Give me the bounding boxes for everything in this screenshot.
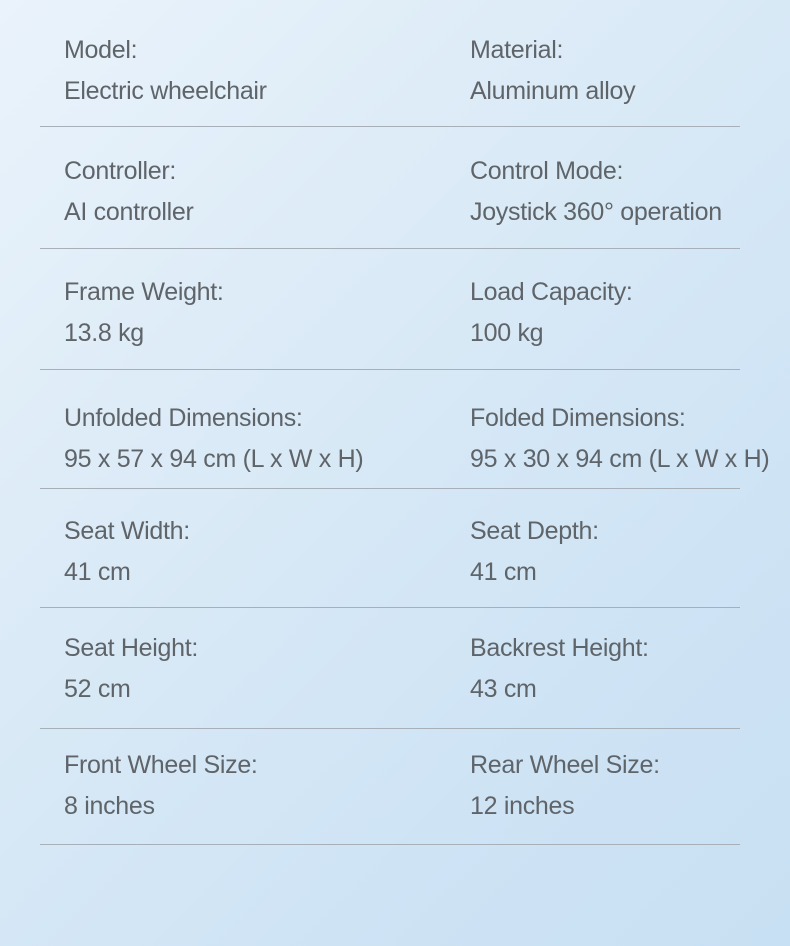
spec-label: Controller:	[64, 157, 177, 185]
spec-seat-depth	[470, 511, 599, 593]
spec-value: 13.8 kg	[64, 319, 144, 347]
spec-seat-height	[64, 628, 198, 710]
spec-row-wheels	[40, 729, 740, 845]
spec-label: Frame Weight:	[64, 278, 224, 306]
spec-row-dimensions	[40, 370, 770, 489]
spec-label: Control Mode:	[470, 157, 624, 185]
spec-load-capacity	[470, 272, 633, 354]
spec-row-weight-capacity	[40, 249, 740, 370]
spec-rear-wheel-size	[470, 745, 660, 827]
spec-material	[470, 30, 635, 112]
spec-unfolded-dimensions	[64, 398, 363, 480]
spec-value: Electric wheelchair	[64, 77, 267, 105]
spec-value: AI controller	[64, 198, 194, 226]
spec-label: Material:	[470, 36, 564, 64]
spec-controller	[64, 151, 194, 233]
spec-row-heights	[40, 608, 740, 729]
spec-value: Joystick 360° operation	[470, 198, 722, 226]
spec-label: Model:	[64, 36, 138, 64]
spec-label: Seat Width:	[64, 517, 190, 545]
spec-value: 95 x 30 x 94 cm (L x W x H)	[470, 445, 770, 473]
spec-value: 95 x 57 x 94 cm (L x W x H)	[64, 445, 364, 473]
spec-value: 100 kg	[470, 319, 544, 347]
spec-value: 41 cm	[64, 558, 131, 586]
spec-value: 12 inches	[470, 792, 575, 820]
spec-label: Seat Depth:	[470, 517, 599, 545]
spec-table	[40, 0, 770, 845]
spec-backrest-height	[470, 628, 649, 710]
spec-value: 43 cm	[470, 675, 537, 703]
spec-control-mode	[470, 151, 722, 233]
spec-value: 52 cm	[64, 675, 131, 703]
spec-front-wheel-size	[64, 745, 258, 827]
spec-value: 41 cm	[470, 558, 537, 586]
spec-seat-width	[64, 511, 190, 593]
spec-value: 8 inches	[64, 792, 155, 820]
spec-folded-dimensions	[470, 398, 769, 480]
spec-row-seat-width-depth	[40, 489, 740, 608]
spec-row-model-material	[40, 0, 740, 127]
spec-value: Aluminum alloy	[470, 77, 636, 105]
spec-label: Unfolded Dimensions:	[64, 404, 303, 432]
spec-label: Backrest Height:	[470, 634, 649, 662]
spec-label: Front Wheel Size:	[64, 751, 258, 779]
spec-row-controller-control-mode	[40, 127, 740, 249]
spec-label: Seat Height:	[64, 634, 198, 662]
spec-frame-weight	[64, 272, 224, 354]
spec-label: Rear Wheel Size:	[470, 751, 660, 779]
spec-label: Folded Dimensions:	[470, 404, 686, 432]
spec-model	[64, 30, 267, 112]
spec-label: Load Capacity:	[470, 278, 633, 306]
